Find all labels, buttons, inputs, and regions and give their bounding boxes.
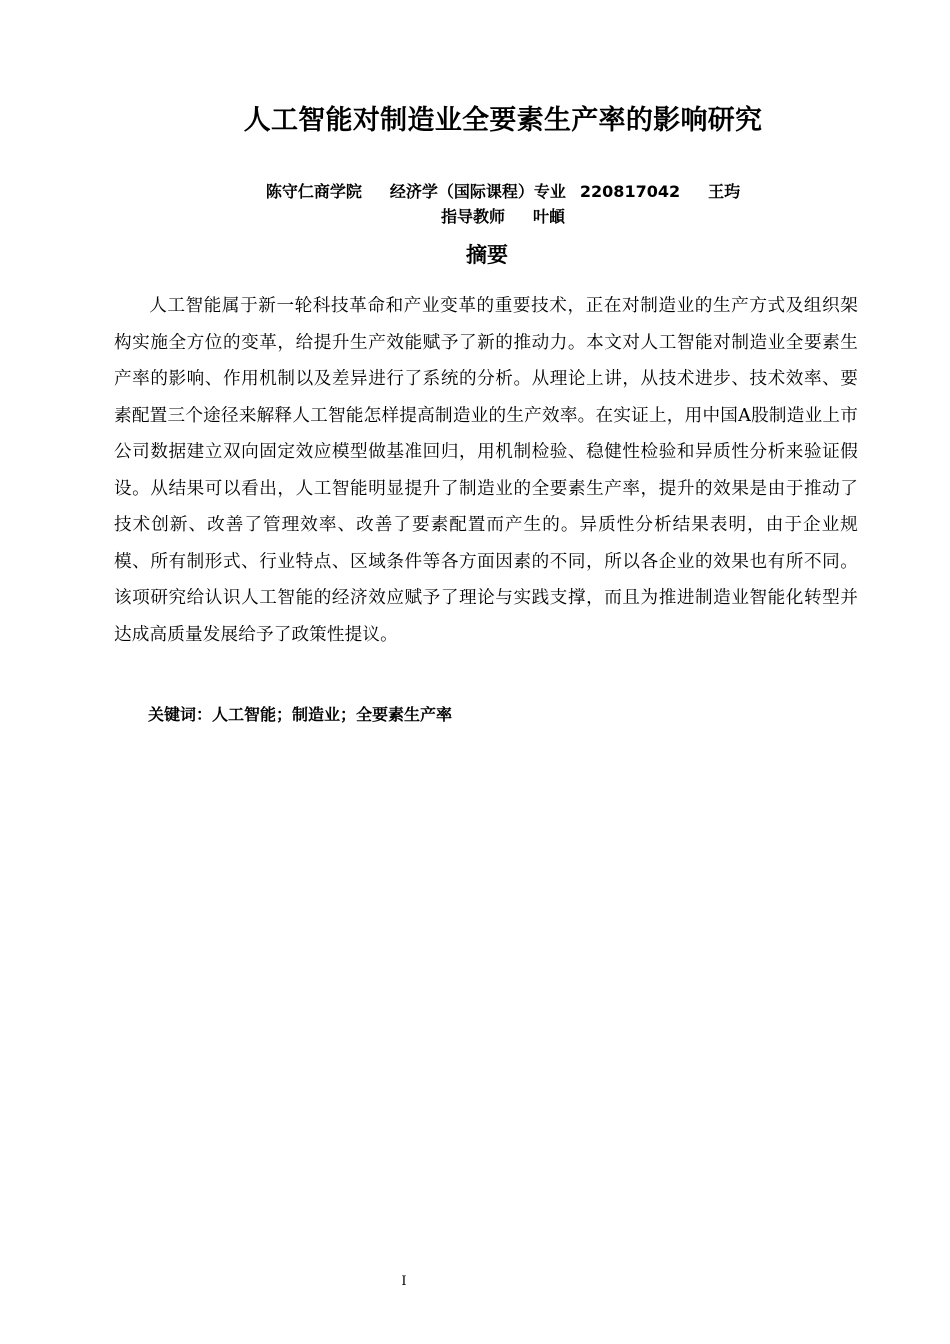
paper-title: 人工智能对制造业全要素生产率的影响研究 xyxy=(243,105,763,136)
page-number: I xyxy=(401,1274,407,1289)
abstract-heading: 摘要 xyxy=(466,243,508,267)
advisor-line xyxy=(0,204,950,227)
abstract-body: 人工智能属于新一轮科技革命和产业变革的重要技术，正在对制造业的生产方式及组织架构实施全方位的变革，给提升生产效能赋予了新的推动力。本文对人工智能对制造业全要素生产率的影响、作用机制以及差异进行了系统的分析。从理论上讲，从技术进步、技术效率、要素配置三个途径来解释人工智能怎样提高制造业的生产效率。在实证上，用中国A股制造业上市公司数据建立双向固定效应模型做基准回归，用机制检验、稳健性检验和异质性分析来验证假设。从结果可以看出，人工智能明显提升了制造业的全要素生产率，提升的效果是由于推动了技术创新、改善了管理效率、改善了要素配置而产生的。异质性分析结果表明，由于企业规模、所有制形式、行业特点、区域条件等各方面因素的不同，所以各企业的效果也有所不同。该项研究给认识人工智能的经济效应赋予了理论与实践支撑，而且为推进制造业智能化转型并达成高质量发展给予了政策性提议。 xyxy=(114,296,858,645)
advisor-label: 指导教师 xyxy=(440,207,505,226)
student-id: 220817042 xyxy=(579,182,681,201)
school-name: 陈守仁商学院 xyxy=(265,182,362,201)
major-name: 经济学（国际课程）专业 xyxy=(389,182,566,201)
advisor-name: 叶頔 xyxy=(533,207,566,226)
author-name: 王玙 xyxy=(708,182,741,201)
author-info-line xyxy=(0,179,950,202)
keywords: 关键词：人工智能；制造业；全要素生产率 xyxy=(148,705,453,724)
